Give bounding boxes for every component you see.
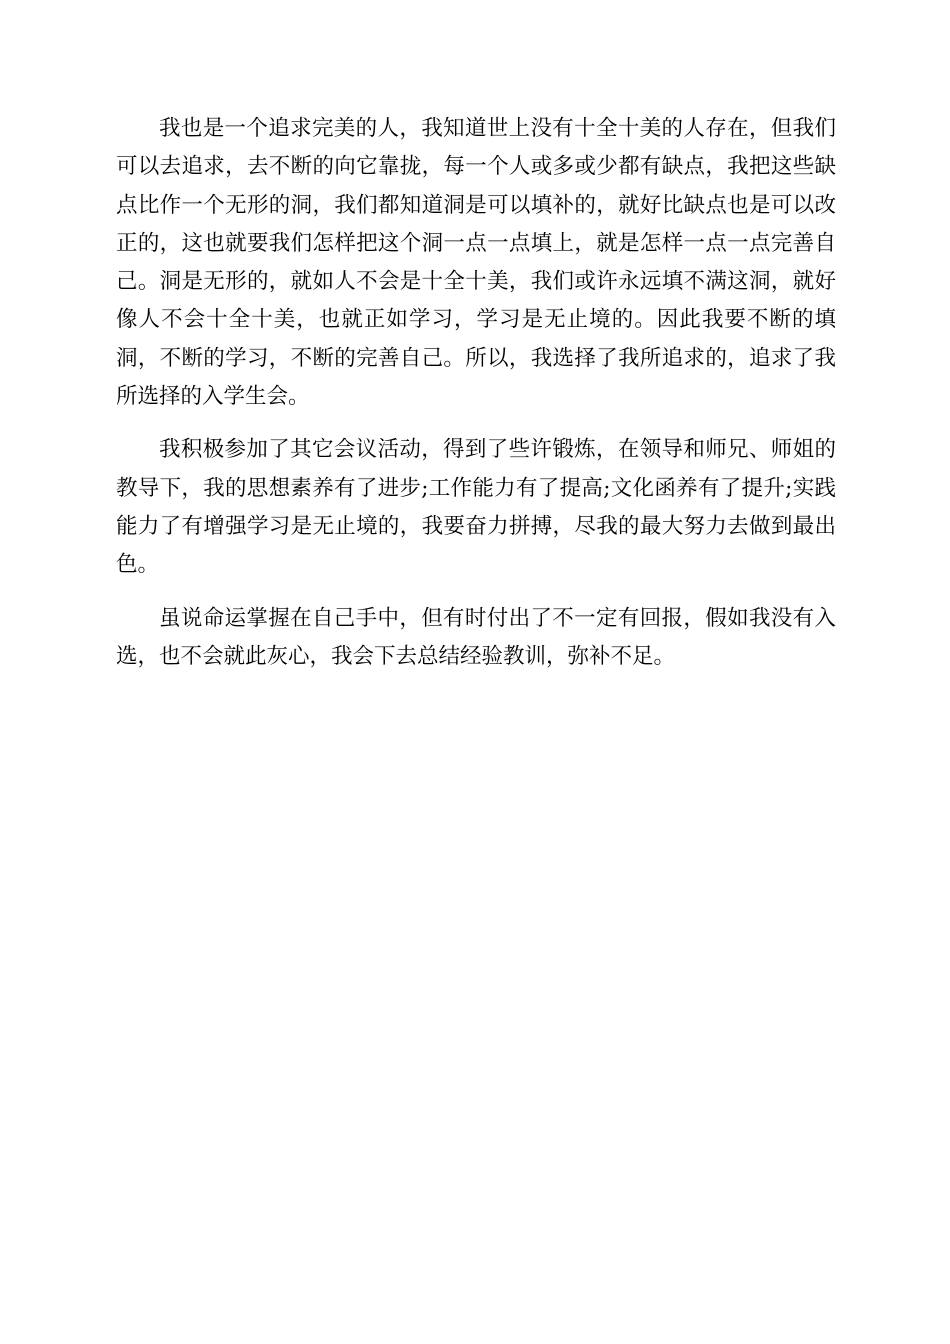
document-body bbox=[116, 110, 836, 691]
paragraph-3: 虽说命运掌握在自己手中，但有时付出了不一定有回报，假如我没有入选，也不会就此灰心，我会下去总结经验教训，弥补不足。 bbox=[116, 605, 836, 669]
paragraph-1: 我也是一个追求完美的人，我知道世上没有十全十美的人存在，但我们可以去追求，去不断的向它靠拢，每一个人或多或少都有缺点，我把这些缺点比作一个无形的洞，我们都知道洞是可以填补的，就好比缺点也是可以改正的，这也就要我们怎样把这个洞一点一点填上，就是怎样一点一点完善自己。洞是无形的，就如人不会是十全十美，我们或许永远填不满这洞，就好像人不会十全十美，也就正如学习，学习是无止境的。因此我要不断的填洞，不断的学习，不断的完善自己。所以，我选择了我所追求的，追求了我所选择的入学生会。 bbox=[116, 116, 836, 410]
paragraph-2: 我积极参加了其它会议活动，得到了些许锻炼，在领导和师兄、师姐的教导下，我的思想素养有了进步;工作能力有了提高;文化函养有了提升;实践能力了有增强学习是无止境的，我要奋力拼搏，尽我的最大努力去做到最出色。 bbox=[116, 437, 836, 578]
